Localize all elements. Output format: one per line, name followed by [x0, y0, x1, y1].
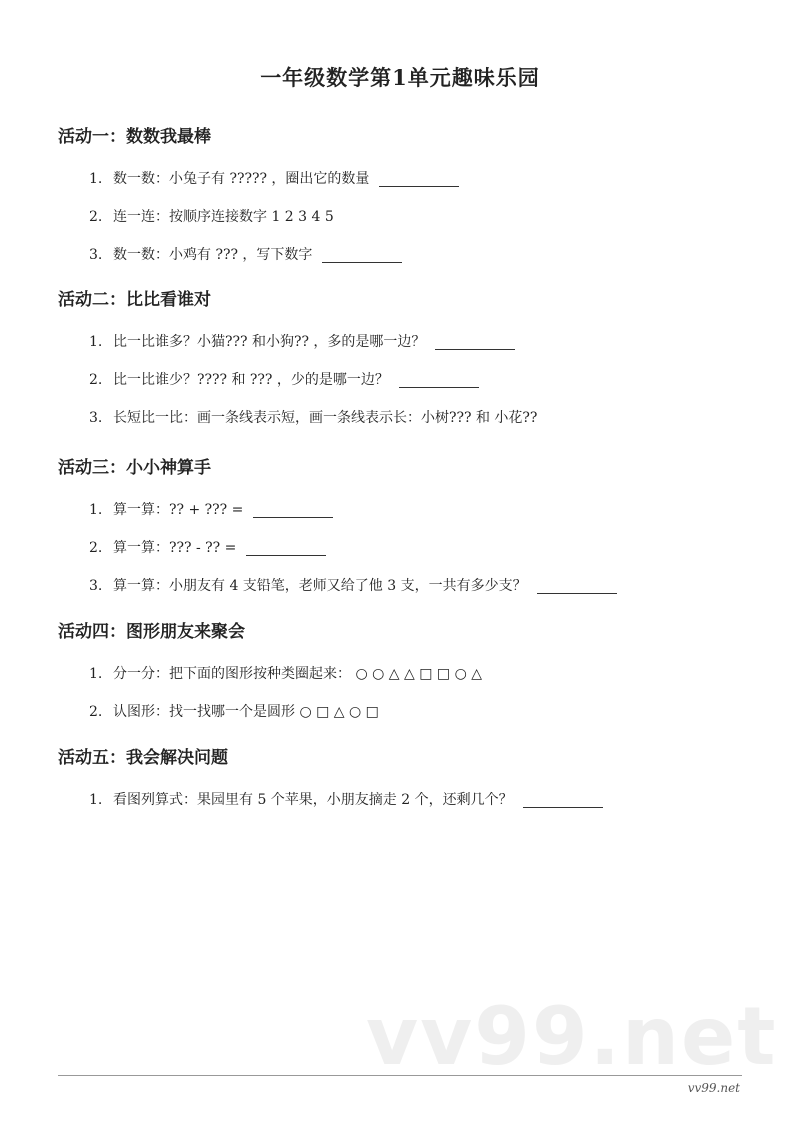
- item-number: 1.: [89, 171, 103, 187]
- section-heading: 活动二：比比看谁对: [58, 290, 211, 310]
- item-number: 1.: [89, 792, 103, 808]
- list-item: [89, 693, 758, 731]
- answer-blank[interactable]: [435, 335, 515, 350]
- item-text: 连一连：按顺序连接数字 1 2 3 4 5: [113, 209, 334, 225]
- item-number: 3.: [89, 578, 103, 594]
- footer-site-label[interactable]: vv99.net: [687, 1081, 740, 1095]
- list-item: [89, 160, 758, 198]
- item-text: 看图列算式：果园里有 5 个苹果，小朋友摘走 2 个，还剩几个？: [113, 792, 513, 808]
- answer-blank[interactable]: [399, 373, 479, 388]
- footer-divider: [58, 1075, 742, 1076]
- list-item: [89, 529, 758, 567]
- item-text: 算一算：?? + ??? =: [113, 502, 244, 518]
- section-activity-4: [58, 617, 758, 731]
- answer-blank[interactable]: [322, 248, 402, 263]
- list-item: [89, 567, 758, 605]
- item-text: 数一数：小兔子有 ????? ，圈出它的数量: [113, 171, 370, 187]
- item-number: 3.: [89, 410, 103, 426]
- item-text: 比一比谁多？小猫??? 和小狗?? ，多的是哪一边？: [113, 334, 426, 350]
- list-item: [89, 655, 758, 693]
- answer-blank[interactable]: [379, 172, 459, 187]
- section-activity-2: [58, 285, 758, 437]
- item-number: 1.: [89, 334, 103, 350]
- item-text: 认图形：找一找哪一个是圆形 ○ □ △ ○ □: [113, 704, 379, 720]
- item-number: 2.: [89, 704, 103, 720]
- item-number: 3.: [89, 247, 103, 263]
- answer-blank[interactable]: [246, 541, 326, 556]
- section-activity-1: [58, 122, 758, 274]
- item-text: 算一算：小朋友有 4 支铅笔，老师又给了他 3 支，一共有多少支？: [113, 578, 527, 594]
- answer-blank[interactable]: [253, 503, 333, 518]
- item-number: 2.: [89, 540, 103, 556]
- item-number: 2.: [89, 209, 103, 225]
- item-number: 1.: [89, 502, 103, 518]
- item-number: 2.: [89, 372, 103, 388]
- list-item: [89, 491, 758, 529]
- item-text: 数一数：小鸡有 ??? ，写下数字: [113, 247, 313, 263]
- list-item: [89, 236, 758, 274]
- section-heading: 活动三：小小神算手: [58, 458, 211, 478]
- item-number: 1.: [89, 666, 103, 682]
- list-item: [89, 323, 758, 361]
- answer-blank[interactable]: [523, 793, 603, 808]
- list-item: [89, 361, 758, 399]
- section-heading: 活动四：图形朋友来聚会: [58, 622, 245, 642]
- section-activity-3: [58, 453, 758, 605]
- watermark: vv99.net: [366, 990, 778, 1083]
- list-item: [89, 198, 758, 236]
- section-heading: 活动五：我会解决问题: [58, 748, 228, 768]
- list-item: [89, 399, 758, 437]
- item-text: 比一比谁少？???? 和 ??? ，少的是哪一边？: [113, 372, 389, 388]
- item-text: 算一算：??? - ?? =: [113, 540, 237, 556]
- section-activity-5: [58, 743, 758, 819]
- list-item: [89, 781, 758, 819]
- section-heading: 活动一：数数我最棒: [58, 127, 211, 147]
- item-text: 分一分：把下面的图形按种类圈起来： ○ ○ △ △ □ □ ○ △: [113, 666, 483, 682]
- page-title: 一年级数学第1单元趣味乐园: [260, 65, 540, 90]
- item-text: 长短比一比：画一条线表示短，画一条线表示长：小树??? 和 小花??: [113, 410, 538, 426]
- answer-blank[interactable]: [537, 579, 617, 594]
